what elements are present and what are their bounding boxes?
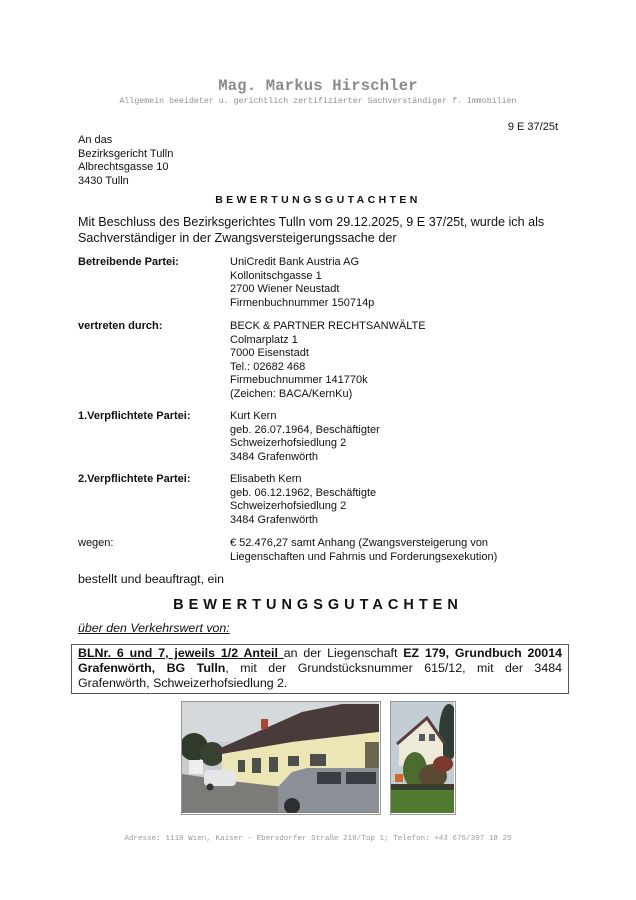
footer-contact: Adresse: 1110 Wien, Kaiser - Ebersdorfer Straße 218/Top 1; Telefon: +43 676/307 18 25: [124, 835, 512, 843]
party-line: Tel.: 02682 468: [230, 360, 306, 373]
party-line: (Zeichen: BACA/KernKu): [230, 387, 353, 400]
intro-paragraph: [78, 215, 568, 246]
party-line: UniCredit Bank Austria AG: [230, 256, 360, 268]
party-line: geb. 06.12.1962, Beschäftigte: [230, 486, 377, 499]
party-line: BECK & PARTNER RECHTSANWÄLTE: [230, 320, 426, 332]
house-garden-view-photo: [390, 701, 456, 815]
party-details: [230, 256, 374, 310]
party-line: Schweizerhofsiedlung 2: [230, 500, 347, 512]
party-line: Firmebuchnummer 141770k: [230, 374, 368, 386]
addressee-line: Bezirksgericht Tulln: [78, 147, 174, 160]
party-line: Kurt Kern: [230, 410, 277, 422]
party-line: Kollonitschgasse 1: [230, 269, 322, 282]
party-line: Elisabeth Kern: [230, 473, 302, 485]
party-details: [230, 320, 426, 401]
addressee-line: Albrechtsgasse 10: [78, 161, 169, 173]
property-registry: EZ 179, Grundbuch 20014 Grafenwörth, BG Tulln: [78, 646, 562, 675]
party-label: Betreibende Partei:: [78, 256, 179, 268]
document-title-large: BEWERTUNGSGUTACHTEN: [173, 597, 463, 613]
party-details: [230, 473, 376, 527]
party-line: 7000 Eisenstadt: [230, 347, 309, 359]
party-label: vertreten durch:: [78, 320, 163, 332]
valuation-subtitle: über den Verkehrswert von:: [78, 621, 230, 635]
claim-line: Liegenschaften und Fahrnis und Forderungsexekution): [230, 550, 498, 563]
party-label: 1.Verpflichtete Partei:: [78, 410, 191, 422]
house-street-view-photo: [181, 701, 381, 815]
claim-label: wegen:: [78, 537, 114, 549]
claim-line: € 52.476,27 samt Anhang (Zwangsversteigerung von: [230, 537, 489, 549]
party-line: 2700 Wiener Neustadt: [230, 283, 340, 295]
addressee-block: [78, 134, 173, 188]
addressee-line: An das: [78, 134, 113, 146]
party-label: 2.Verpflichtete Partei:: [78, 473, 191, 485]
property-address-text: , mit der Grundstücksnummer 615/12, mit der 3484 Grafenwörth, Schweizerhofsiedlung 2.: [78, 661, 563, 690]
intro-line: Mit Beschluss des Bezirksgerichtes Tulln vom 29.12.2025, 9 E 37/25t, wurde ich als: [78, 215, 545, 229]
appointment-text: bestellt und beauftragt, ein: [78, 572, 225, 586]
case-number: 9 E 37/25t: [507, 121, 558, 133]
intro-line: Sachverständiger in der Zwangsversteigerungssache der: [78, 230, 397, 245]
party-details: [230, 410, 380, 464]
party-line: Firmenbuchnummer 150714p: [230, 296, 375, 309]
author-name: Mag. Markus Hirschler: [218, 77, 418, 95]
property-share: BLNr. 6 und 7, jeweils 1/2 Anteil: [78, 646, 284, 660]
claim-details: [230, 537, 497, 564]
author-credentials: Allgemein beeideter u. gerichtlich zertifizierter Sachverständiger f. Immobilien: [119, 97, 517, 106]
document-title-small: BEWERTUNGSGUTACHTEN: [215, 194, 421, 206]
party-line: 3484 Grafenwörth: [230, 450, 319, 463]
property-text: an der Liegenschaft: [283, 646, 404, 660]
party-line: geb. 26.07.1964, Beschäftigter: [230, 423, 380, 436]
property-description-box: [71, 644, 569, 694]
addressee-line: 3430 Tulln: [78, 174, 129, 187]
party-line: Colmarplatz 1: [230, 333, 298, 346]
party-line: Schweizerhofsiedlung 2: [230, 437, 347, 449]
party-line: 3484 Grafenwörth: [230, 513, 319, 526]
